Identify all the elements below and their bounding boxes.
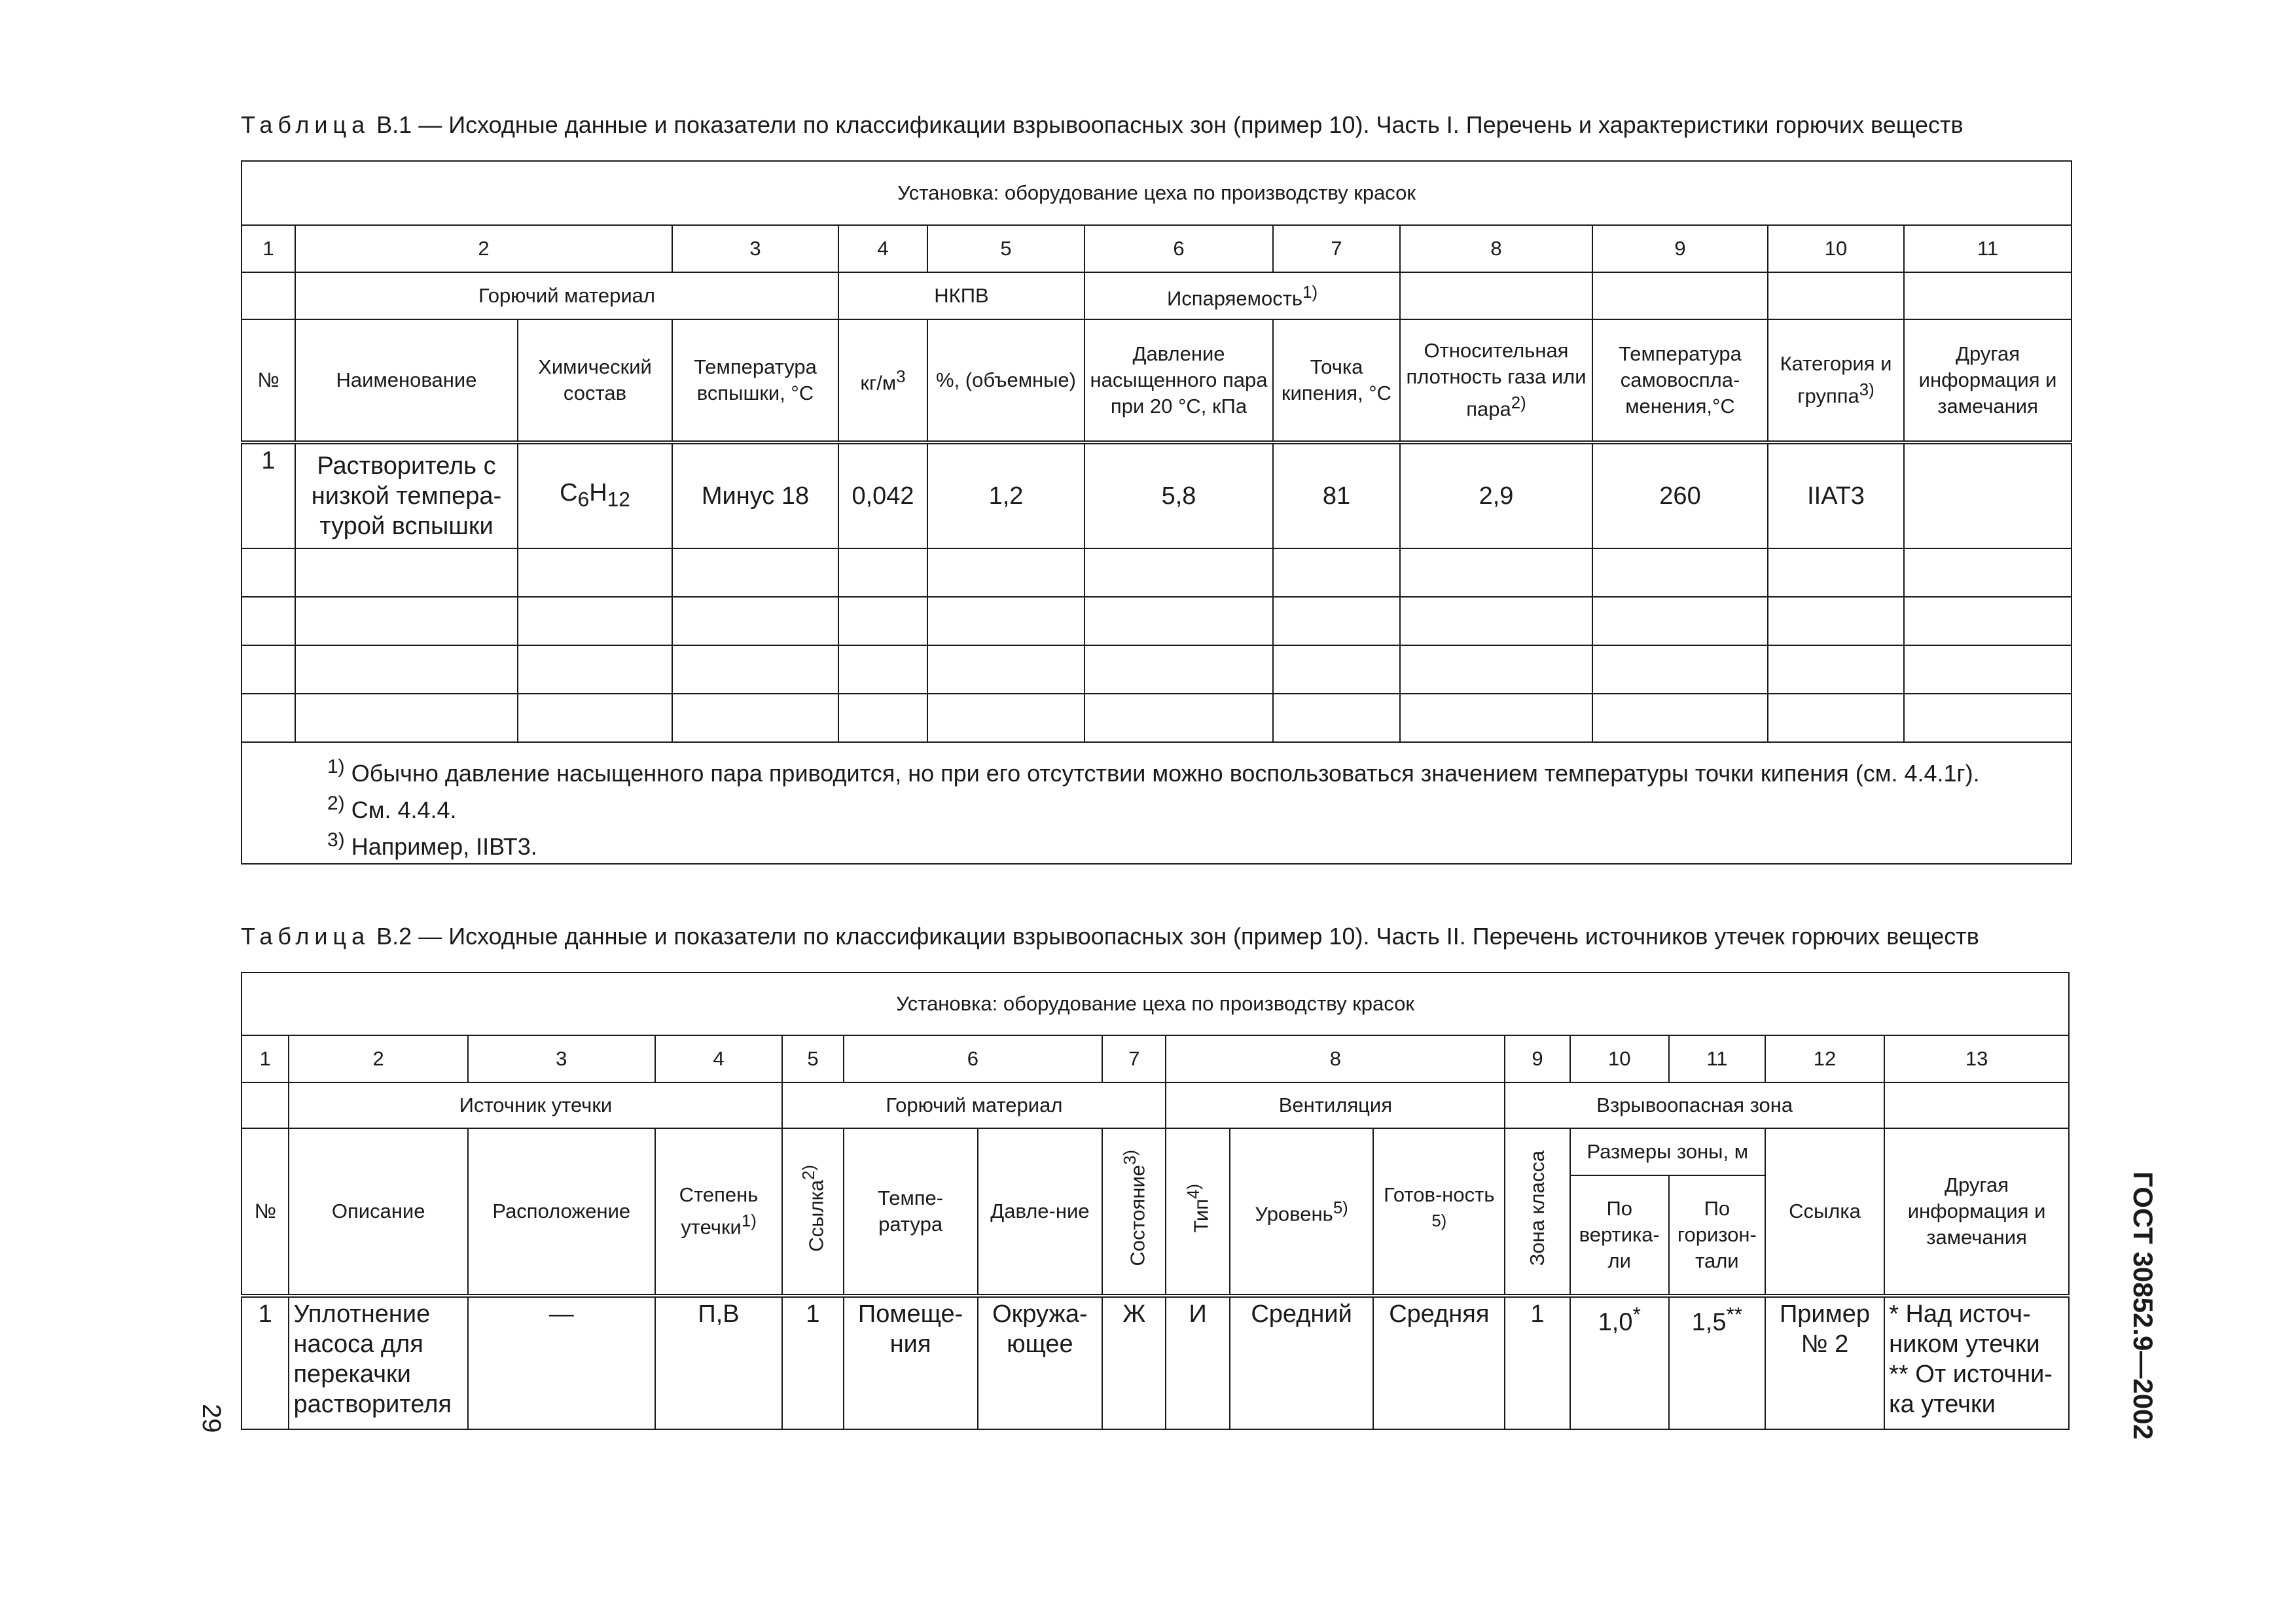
header-num: № [242, 319, 295, 442]
col-number: 3 [468, 1035, 655, 1082]
col-number: 4 [838, 225, 927, 272]
table2 [241, 972, 2070, 1430]
col-number: 1 [242, 1035, 289, 1082]
cell-press: Окружа-ющее [978, 1296, 1103, 1429]
col-number: 6 [844, 1035, 1103, 1082]
cell-degree: П,В [655, 1296, 783, 1429]
empty-cell [242, 272, 295, 319]
table1-installation: Установка: оборудование цеха по производству красок [242, 161, 2072, 225]
cell-ref: 1 [782, 1296, 843, 1429]
empty-cell [1904, 272, 2072, 319]
header-pct: %, (объемные) [927, 319, 1085, 442]
group-flammable: Горючий материал [295, 272, 838, 319]
cell-zone-class: 1 [1505, 1296, 1570, 1429]
header-horizontal: По горизон-тали [1669, 1175, 1765, 1296]
col-number: 7 [1273, 225, 1400, 272]
footnote-2: $^{2)}$ См. 4.4.4. [327, 793, 457, 823]
cell-pressure: 5,8 [1085, 442, 1273, 548]
group-ventilation: Вентиляция [1166, 1082, 1505, 1128]
group-volatility: Испаряемость$^{1)}$ [1085, 272, 1400, 319]
cell-link: Пример № 2 [1765, 1296, 1884, 1429]
col-number: 5 [782, 1035, 843, 1082]
note-1: * Над источ-ником утечки [1889, 1300, 2040, 1358]
cell-state: Ж [1102, 1296, 1166, 1429]
cell-num: 1 [242, 442, 295, 548]
table-row [242, 1296, 2069, 1429]
col-number: 4 [655, 1035, 783, 1082]
cell-density: 2,9 [1400, 442, 1592, 548]
header-other: Другая информация и замечания [1904, 319, 2072, 442]
document-code: ГОСТ 30852.9—2002 [2128, 1171, 2159, 1440]
cell-temp: Помеще-ния [844, 1296, 978, 1429]
header-density: Относительная плотность газа или пара$^{2)}$ [1400, 319, 1592, 442]
col-number: 7 [1102, 1035, 1166, 1082]
col-number: 6 [1085, 225, 1273, 272]
col-number: 8 [1400, 225, 1592, 272]
col-number: 2 [289, 1035, 467, 1082]
table2-installation: Установка: оборудование цеха по производству красок [242, 972, 2069, 1035]
cell-autoign: 260 [1592, 442, 1768, 548]
header-link: Ссылка [1765, 1128, 1884, 1296]
cell-other [1884, 1296, 2069, 1429]
cell-name: Растворитель с низкой темпера-турой вспышки [295, 442, 518, 548]
group-nkpv: НКПВ [838, 272, 1085, 319]
empty-cell [1768, 272, 1904, 319]
col-number: 8 [1166, 1035, 1505, 1082]
cell-category: IIАТ3 [1768, 442, 1904, 548]
cell-boil: 81 [1273, 442, 1400, 548]
header-category: Категория и группа$^{3)}$ [1768, 319, 1904, 442]
col-number: 13 [1884, 1035, 2069, 1082]
header-pressure: Давление насыщенного пара при 20 °С, кПа [1085, 319, 1273, 442]
header-zone-class: Зона класса [1505, 1128, 1570, 1296]
header-state: Состояние$^{3)}$ [1102, 1128, 1166, 1296]
cell-chem: $C_6H_{12}$ [518, 442, 672, 548]
group-zone: Взрывоопасная зона [1505, 1082, 1884, 1128]
header-autoign: Температура самовоспла-менения,°С [1592, 319, 1768, 442]
header-num: № [242, 1128, 289, 1296]
header-kgm3: $кг/м^3$ [838, 319, 927, 442]
table-row-empty [242, 645, 2072, 694]
cell-level: Средний [1230, 1296, 1374, 1429]
cell-type: И [1166, 1296, 1229, 1429]
table1 [241, 160, 2072, 865]
table-row-empty [242, 694, 2072, 742]
header-other: Другая информация и замечания [1884, 1128, 2069, 1296]
group-flammable: Горючий материал [782, 1082, 1166, 1128]
header-temp: Темпе-ратура [844, 1128, 978, 1296]
col-number: 12 [1765, 1035, 1884, 1082]
empty-cell [1400, 272, 1592, 319]
group-source: Источник утечки [289, 1082, 782, 1128]
table1-caption-word: Таблица [241, 111, 370, 138]
col-number: 9 [1505, 1035, 1570, 1082]
empty-cell [242, 1082, 289, 1128]
table-row-empty [242, 548, 2072, 597]
col-number: 9 [1592, 225, 1768, 272]
cell-kgm3: 0,042 [838, 442, 927, 548]
col-number: 1 [242, 225, 295, 272]
header-press: Давле-ние [978, 1128, 1103, 1296]
header-name: Наименование [295, 319, 518, 442]
cell-location: — [468, 1296, 655, 1429]
cell-pct: 1,2 [927, 442, 1085, 548]
cell-horizontal: 1,5** [1669, 1296, 1765, 1429]
table1-caption-text: В.1 — Исходные данные и показатели по классификации взрывоопасных зон (пример 10). Часть I. Перечень и характеристики горючих веществ [370, 111, 1964, 138]
header-flash: Температура вспышки, °С [672, 319, 838, 442]
footnote-3: $^{3)}$ Например, IIВТ3. [327, 829, 537, 860]
header-vertical: По вертика-ли [1570, 1175, 1669, 1296]
cell-other [1904, 442, 2072, 548]
footnote-1: $^{1)}$ Обычно давление насыщенного пара приводится, но при его отсутствии можно воспользоваться значением температуры точки кипения (см. 4.4.1г). [327, 756, 1980, 787]
cell-readiness: Средняя [1373, 1296, 1505, 1429]
header-location: Расположение [468, 1128, 655, 1296]
table1-footnotes [242, 742, 2072, 864]
page-number: 29 [197, 1404, 226, 1433]
table2-caption-word: Таблица [241, 923, 370, 950]
col-number: 10 [1570, 1035, 1669, 1082]
col-number: 5 [927, 225, 1085, 272]
group-zone-size: Размеры зоны, м [1570, 1128, 1765, 1175]
header-level: Уровень$^{5)}$ [1230, 1128, 1374, 1296]
col-number: 10 [1768, 225, 1904, 272]
table2-caption-text: В.2 — Исходные данные и показатели по классификации взрывоопасных зон (пример 10). Часть II. Перечень источников утечек горючих веществ [370, 923, 1979, 950]
table-row-empty [242, 597, 2072, 645]
table1-caption [241, 111, 1964, 139]
col-number: 11 [1669, 1035, 1765, 1082]
col-number: 2 [295, 225, 672, 272]
note-2: ** От источни-ка утечки [1889, 1361, 2053, 1418]
header-type: Тип$^{4)}$ [1166, 1128, 1229, 1296]
col-number: 3 [672, 225, 838, 272]
col-number: 11 [1904, 225, 2072, 272]
cell-vertical: 1,0* [1570, 1296, 1669, 1429]
header-desc: Описание [289, 1128, 467, 1296]
cell-flash: Минус 18 [672, 442, 838, 548]
header-readiness: Готов-ность $^{5)}$ [1373, 1128, 1505, 1296]
table-row [242, 442, 2072, 548]
empty-cell [1884, 1082, 2069, 1128]
cell-num: 1 [242, 1296, 289, 1429]
empty-cell [1592, 272, 1768, 319]
cell-desc: Уплотнение насоса для перекачки растворителя [289, 1296, 467, 1429]
header-boil: Точка кипения, °С [1273, 319, 1400, 442]
header-ref: Ссылка$^{2)}$ [782, 1128, 843, 1296]
header-chem: Химический состав [518, 319, 672, 442]
table2-caption [241, 923, 1979, 950]
header-degree: Степень утечки$^{1)}$ [655, 1128, 783, 1296]
